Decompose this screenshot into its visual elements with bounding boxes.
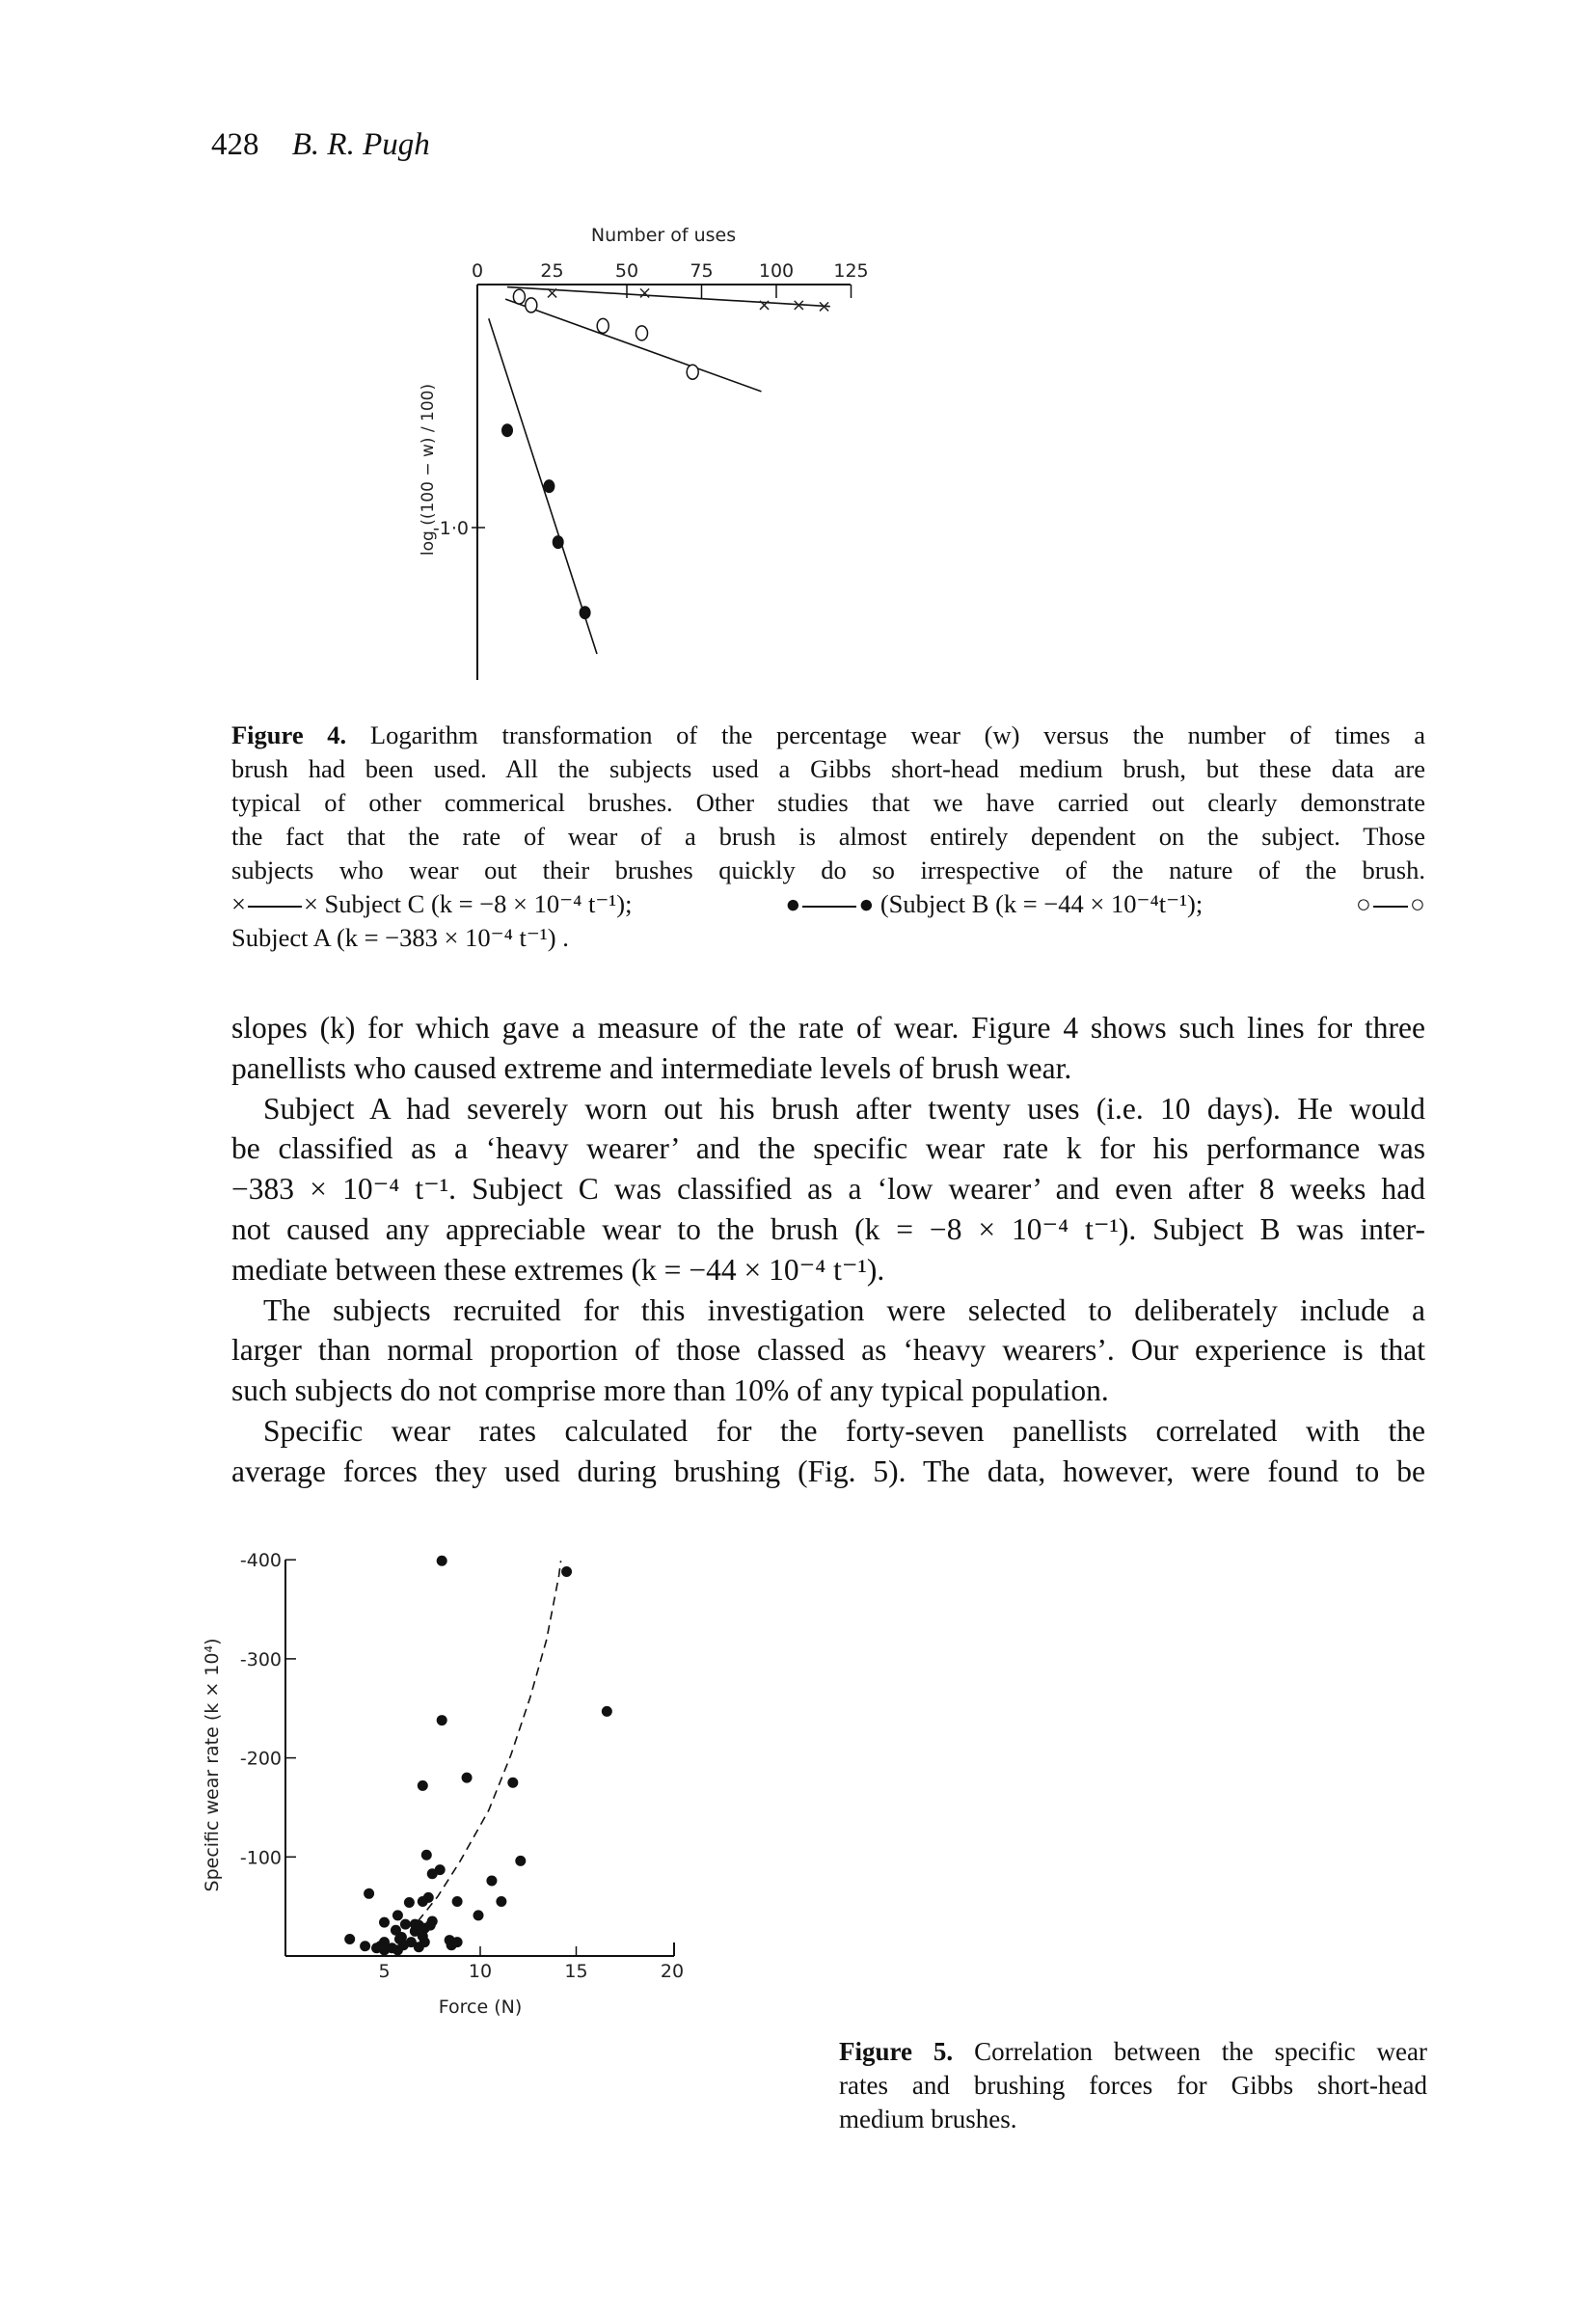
fig5-data-point bbox=[452, 1937, 463, 1947]
fig5-data-point bbox=[379, 1917, 390, 1928]
caption-line: subjects who wear out their brushes quickly do so irrespective of the nature of the brush. bbox=[231, 856, 1425, 884]
fig5-data-point bbox=[418, 1780, 428, 1791]
fig5-data-point bbox=[473, 1910, 484, 1920]
fig4-x-tick-label: 100 bbox=[758, 260, 795, 282]
fig4-y-tick-label: -1·0 bbox=[432, 518, 469, 539]
fig4-y-axis-label: log ((100 − w) / 100) bbox=[419, 383, 438, 557]
fig5-data-point bbox=[360, 1941, 370, 1951]
fig5-x-tick-label: 20 bbox=[660, 1961, 685, 1982]
fig5-y-tick-label: -400 bbox=[239, 1550, 282, 1572]
fig4-x-tick-label: 50 bbox=[614, 260, 639, 282]
fig4-point-open bbox=[597, 318, 609, 333]
text-line: −383 × 10⁻⁴ t⁻¹. Subject C was classified as a ‘low wearer’ and even after 8 weeks had bbox=[231, 1172, 1425, 1207]
body-text bbox=[231, 1008, 1425, 1492]
paragraph bbox=[231, 1089, 1425, 1290]
fig4-point-open bbox=[513, 289, 525, 304]
fig5-data-point bbox=[410, 1919, 420, 1930]
caption-legend-line bbox=[231, 887, 1425, 921]
caption-line: brush had been used. All the subjects used a Gibbs short-head medium brush, but these data are bbox=[231, 754, 1425, 783]
fig4-x-axis-label: Number of uses bbox=[590, 225, 737, 246]
fig4-x-tick-label: 75 bbox=[690, 260, 714, 282]
text-line: larger than normal proportion of those classed as ‘heavy wearers’. Our experience is that bbox=[231, 1333, 1425, 1368]
fig5-data-point bbox=[515, 1856, 526, 1866]
fig5-x-axis-label: Force (N) bbox=[438, 1997, 523, 2018]
legend-line bbox=[248, 906, 302, 908]
fig5-data-point bbox=[418, 1931, 428, 1942]
fig4-point-x: × bbox=[791, 295, 806, 316]
fig5-y-tick-label: -200 bbox=[239, 1748, 282, 1770]
paragraph bbox=[231, 1290, 1425, 1411]
fig5-data-point bbox=[364, 1888, 374, 1899]
fig4-point-open bbox=[526, 298, 537, 312]
fig5-data-point bbox=[486, 1875, 497, 1886]
filled-circle-icon: ● bbox=[785, 889, 801, 918]
text-line: Specific wear rates calculated for the forty-seven panellists correlated with the bbox=[263, 1413, 1425, 1448]
caption-line: rates and brushing forces for Gibbs short-head bbox=[839, 2071, 1427, 2100]
text-line: average forces they used during brushing (Fig. 5). The data, however, were found to be bbox=[231, 1453, 1425, 1488]
fig5-data-point bbox=[375, 1941, 386, 1951]
caption-label: Figure 5. bbox=[839, 2037, 954, 2066]
legend-line bbox=[1373, 906, 1408, 908]
caption-line bbox=[231, 719, 1425, 752]
legend-line bbox=[802, 906, 856, 908]
fig4-fit-line-subject-b bbox=[489, 318, 597, 654]
fig5-data-point bbox=[404, 1897, 415, 1908]
legend-text: Subject C (k = −8 × 10⁻⁴ t⁻¹); bbox=[324, 889, 633, 918]
text-line: The subjects recruited for this investigation were selected to deliberately include a bbox=[263, 1292, 1425, 1327]
fig4-point-x: × bbox=[637, 283, 653, 304]
page-number: 428 bbox=[211, 127, 259, 162]
fig5-data-point bbox=[602, 1706, 612, 1717]
fig4-point-x: × bbox=[817, 296, 832, 317]
fig5-x-tick-label: 5 bbox=[378, 1961, 391, 1982]
text-line: slopes (k) for which gave a measure of the rate of wear. Figure 4 shows such lines for three bbox=[231, 1011, 1425, 1045]
fig5-data-point bbox=[561, 1566, 572, 1577]
fig4-x-tick-label: 125 bbox=[833, 260, 869, 282]
text-line: mediate between these extremes (k = −44 × 10⁻⁴ t⁻¹). bbox=[231, 1252, 885, 1287]
fig5-data-point bbox=[462, 1773, 473, 1783]
fig5-data-point bbox=[423, 1892, 434, 1903]
fig5-y-tick-label: -100 bbox=[239, 1847, 282, 1869]
fig5-data-point bbox=[392, 1910, 403, 1920]
caption-line bbox=[839, 2035, 1427, 2069]
fig5-data-point bbox=[425, 1920, 436, 1931]
text-line: not caused any appreciable wear to the brush (k = −8 × 10⁻⁴ t⁻¹). Subject B was inter- bbox=[231, 1211, 1425, 1246]
caption-text: Logarithm transformation of the percentage wear (w) versus the number of times a bbox=[369, 720, 1425, 749]
fig5-data-point bbox=[398, 1940, 409, 1950]
caption-line: medium brushes. bbox=[839, 2105, 1017, 2133]
fig4-point-x: × bbox=[544, 283, 560, 304]
fig4-point-filled bbox=[543, 479, 555, 493]
fig5-data-point bbox=[437, 1556, 447, 1566]
fig4-point-open bbox=[687, 365, 698, 379]
fig4-point-x: × bbox=[757, 295, 772, 316]
legend-text: (Subject B (k = −44 × 10⁻⁴t⁻¹); bbox=[879, 889, 1204, 918]
caption-line: the fact that the rate of wear of a brush is almost entirely dependent on the subject. Those bbox=[231, 822, 1425, 851]
legend-subject-c bbox=[231, 887, 632, 921]
legend-subject-a-marker bbox=[1356, 887, 1425, 921]
figure-4-plot bbox=[419, 225, 869, 680]
fig5-y-tick-label: -300 bbox=[239, 1648, 282, 1671]
figure-4-caption bbox=[231, 719, 1425, 955]
fig5-data-point bbox=[452, 1896, 463, 1907]
fig4-point-filled bbox=[553, 535, 564, 549]
x-marker-icon: × bbox=[231, 889, 246, 918]
text-line: such subjects do not comprise more than 10% of any typical population. bbox=[231, 1373, 1109, 1408]
fig5-data-point bbox=[507, 1778, 518, 1788]
fig4-x-tick-label: 25 bbox=[540, 260, 564, 282]
caption-label: Figure 4. bbox=[231, 720, 347, 749]
open-circle-icon: ○ bbox=[1355, 889, 1371, 918]
paragraph bbox=[231, 1008, 1425, 1089]
fig5-x-tick-label: 10 bbox=[468, 1961, 493, 1982]
fig5-data-point bbox=[400, 1919, 411, 1930]
filled-circle-icon: ● bbox=[858, 889, 875, 918]
legend-subject-b bbox=[785, 887, 1203, 921]
caption-line: typical of other commerical brushes. Other studies that we have carried out clearly demonstrate bbox=[231, 788, 1425, 817]
open-circle-icon: ○ bbox=[1409, 889, 1425, 918]
fig4-fit-line-subject-a bbox=[505, 299, 761, 392]
fig5-y-axis-label: Specific wear rate (k × 10⁴) bbox=[202, 1638, 223, 1892]
fig5-data-point bbox=[421, 1850, 432, 1861]
fig5-data-point bbox=[437, 1715, 447, 1725]
text-line: Subject A had severely worn out his brush after twenty uses (i.e. 10 days). He would bbox=[263, 1091, 1425, 1126]
fig4-x-tick-label: 0 bbox=[471, 260, 484, 282]
figure-5-plot bbox=[202, 1550, 684, 2018]
figure-5-caption bbox=[839, 2035, 1427, 2136]
text-line: panellists who caused extreme and intermediate levels of brush wear. bbox=[231, 1050, 1072, 1085]
fig4-point-open bbox=[636, 326, 648, 340]
fig4-point-filled bbox=[580, 606, 591, 619]
caption-line: Subject A (k = −383 × 10⁻⁴ t⁻¹) . bbox=[231, 923, 569, 952]
caption-text: Correlation between the specific wear bbox=[974, 2037, 1427, 2066]
fig5-data-point bbox=[427, 1868, 438, 1879]
author-name: B. R. Pugh bbox=[291, 127, 430, 162]
x-marker-icon: × bbox=[303, 889, 318, 918]
fig5-data-point bbox=[496, 1896, 506, 1907]
fig4-point-filled bbox=[501, 423, 513, 437]
fig5-x-tick-label: 15 bbox=[564, 1961, 588, 1982]
paragraph bbox=[231, 1411, 1425, 1492]
fig5-data-point bbox=[344, 1934, 355, 1944]
text-line: be classified as a ‘heavy wearer’ and the specific wear rate k for his performance was bbox=[231, 1131, 1425, 1166]
